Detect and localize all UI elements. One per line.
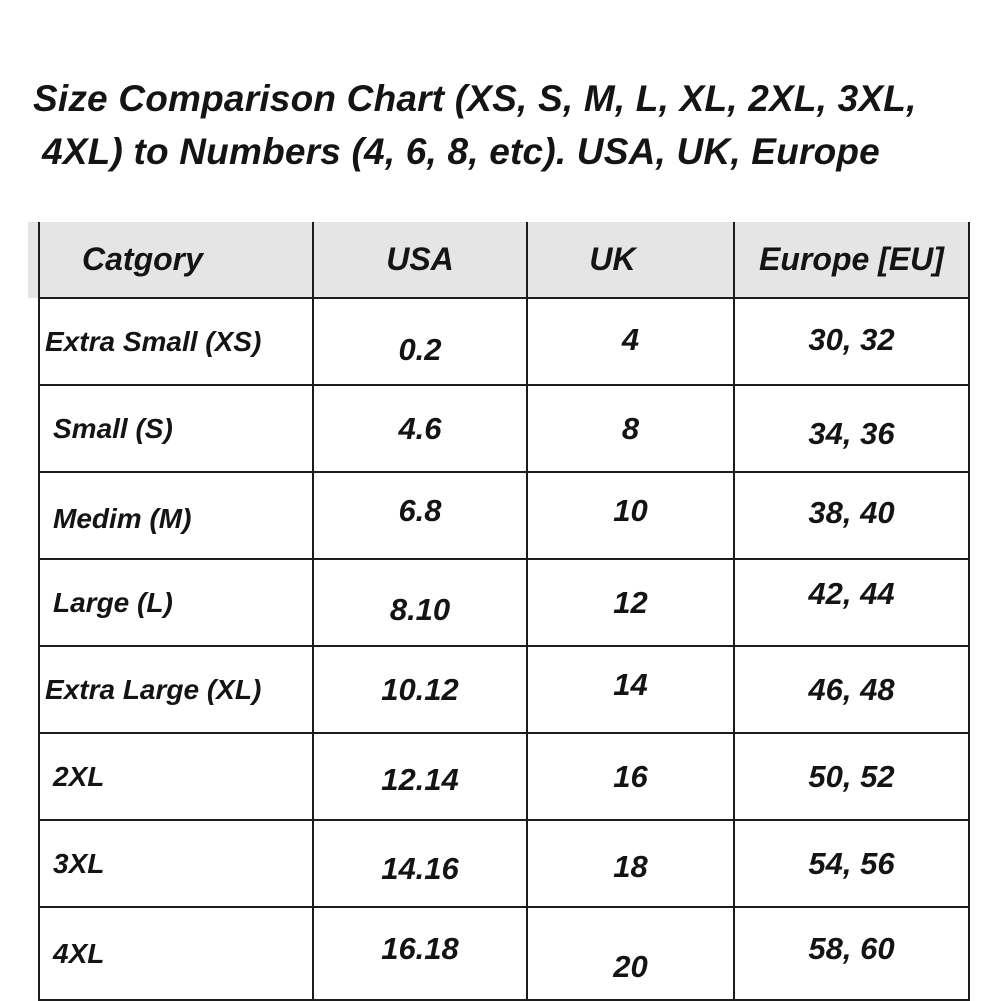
europe-value-cell xyxy=(734,907,969,1000)
usa-value-cell xyxy=(313,907,527,1000)
uk-value-cell xyxy=(527,646,734,733)
size-comparison-table xyxy=(38,222,970,1001)
uk-value: 18 xyxy=(613,848,648,884)
title-line-2: 4XL) to Numbers (4, 6, 8, etc). USA, UK, Europe xyxy=(42,131,880,172)
usa-value: 12.14 xyxy=(381,761,459,797)
usa-value-cell xyxy=(313,559,527,646)
table-row xyxy=(39,298,969,385)
usa-value: 14.16 xyxy=(381,850,459,886)
category-label: 4XL xyxy=(53,937,105,969)
category-label: 3XL xyxy=(53,847,105,879)
uk-value: 8 xyxy=(621,410,640,446)
title-line-1: Size Comparison Chart (XS, S, M, L, XL, 2XL, 3XL, xyxy=(33,78,917,119)
uk-value-cell xyxy=(527,472,734,559)
category-label: 2XL xyxy=(53,760,105,792)
uk-value: 12 xyxy=(613,584,648,620)
category-cell xyxy=(39,733,313,820)
europe-value: 46, 48 xyxy=(808,671,895,707)
europe-value: 30, 32 xyxy=(808,321,895,357)
uk-value: 4 xyxy=(621,321,640,357)
europe-value-cell xyxy=(734,733,969,820)
category-cell xyxy=(39,646,313,733)
column-header-category xyxy=(39,222,313,298)
uk-value-cell xyxy=(527,385,734,472)
europe-value-cell xyxy=(734,820,969,907)
uk-value-cell xyxy=(527,733,734,820)
table-row xyxy=(39,472,969,559)
europe-value-cell xyxy=(734,559,969,646)
europe-value: 50, 52 xyxy=(808,758,895,794)
column-header-label: Europe [EU] xyxy=(759,241,944,277)
europe-value: 42, 44 xyxy=(808,575,895,611)
uk-value-cell xyxy=(527,907,734,1000)
usa-value-cell xyxy=(313,820,527,907)
category-label: Large (L) xyxy=(53,586,173,618)
column-header-label: Catgory xyxy=(82,241,203,277)
column-header-usa xyxy=(313,222,527,298)
uk-value-cell xyxy=(527,820,734,907)
usa-value: 6.8 xyxy=(398,492,442,528)
usa-value: 10.12 xyxy=(381,671,459,707)
usa-value-cell xyxy=(313,646,527,733)
table-row xyxy=(39,646,969,733)
uk-value-cell xyxy=(527,559,734,646)
europe-value-cell xyxy=(734,472,969,559)
page-title xyxy=(33,72,983,178)
europe-value: 54, 56 xyxy=(808,845,895,881)
europe-value: 34, 36 xyxy=(808,415,895,451)
europe-value-cell xyxy=(734,646,969,733)
usa-value: 4.6 xyxy=(398,410,442,446)
category-label: Small (S) xyxy=(53,412,173,444)
category-cell xyxy=(39,472,313,559)
uk-value: 16 xyxy=(613,758,648,794)
table-row xyxy=(39,907,969,1000)
table-row xyxy=(39,733,969,820)
uk-value: 10 xyxy=(613,492,648,528)
usa-value: 8.10 xyxy=(389,591,451,627)
europe-value-cell xyxy=(734,298,969,385)
category-cell xyxy=(39,559,313,646)
table-row xyxy=(39,559,969,646)
category-cell xyxy=(39,820,313,907)
column-header-uk xyxy=(527,222,734,298)
usa-value: 16.18 xyxy=(381,930,459,966)
uk-value-cell xyxy=(527,298,734,385)
column-header-label: USA xyxy=(386,241,454,277)
uk-value: 14 xyxy=(613,666,648,702)
category-label: Extra Small (XS) xyxy=(45,325,262,357)
uk-value: 20 xyxy=(613,948,648,984)
usa-value: 0.2 xyxy=(398,331,442,367)
category-label: Extra Large (XL) xyxy=(45,673,262,705)
column-header-label: UK xyxy=(589,241,636,277)
category-cell xyxy=(39,907,313,1000)
table-row xyxy=(39,385,969,472)
europe-value: 38, 40 xyxy=(808,494,895,530)
table-header-row xyxy=(39,222,969,298)
category-cell xyxy=(39,385,313,472)
table-row xyxy=(39,820,969,907)
usa-value-cell xyxy=(313,298,527,385)
europe-value-cell xyxy=(734,385,969,472)
column-header-europe xyxy=(734,222,969,298)
usa-value-cell xyxy=(313,472,527,559)
category-cell xyxy=(39,298,313,385)
category-label: Medim (M) xyxy=(53,502,192,534)
europe-value: 58, 60 xyxy=(808,930,895,966)
usa-value-cell xyxy=(313,733,527,820)
usa-value-cell xyxy=(313,385,527,472)
